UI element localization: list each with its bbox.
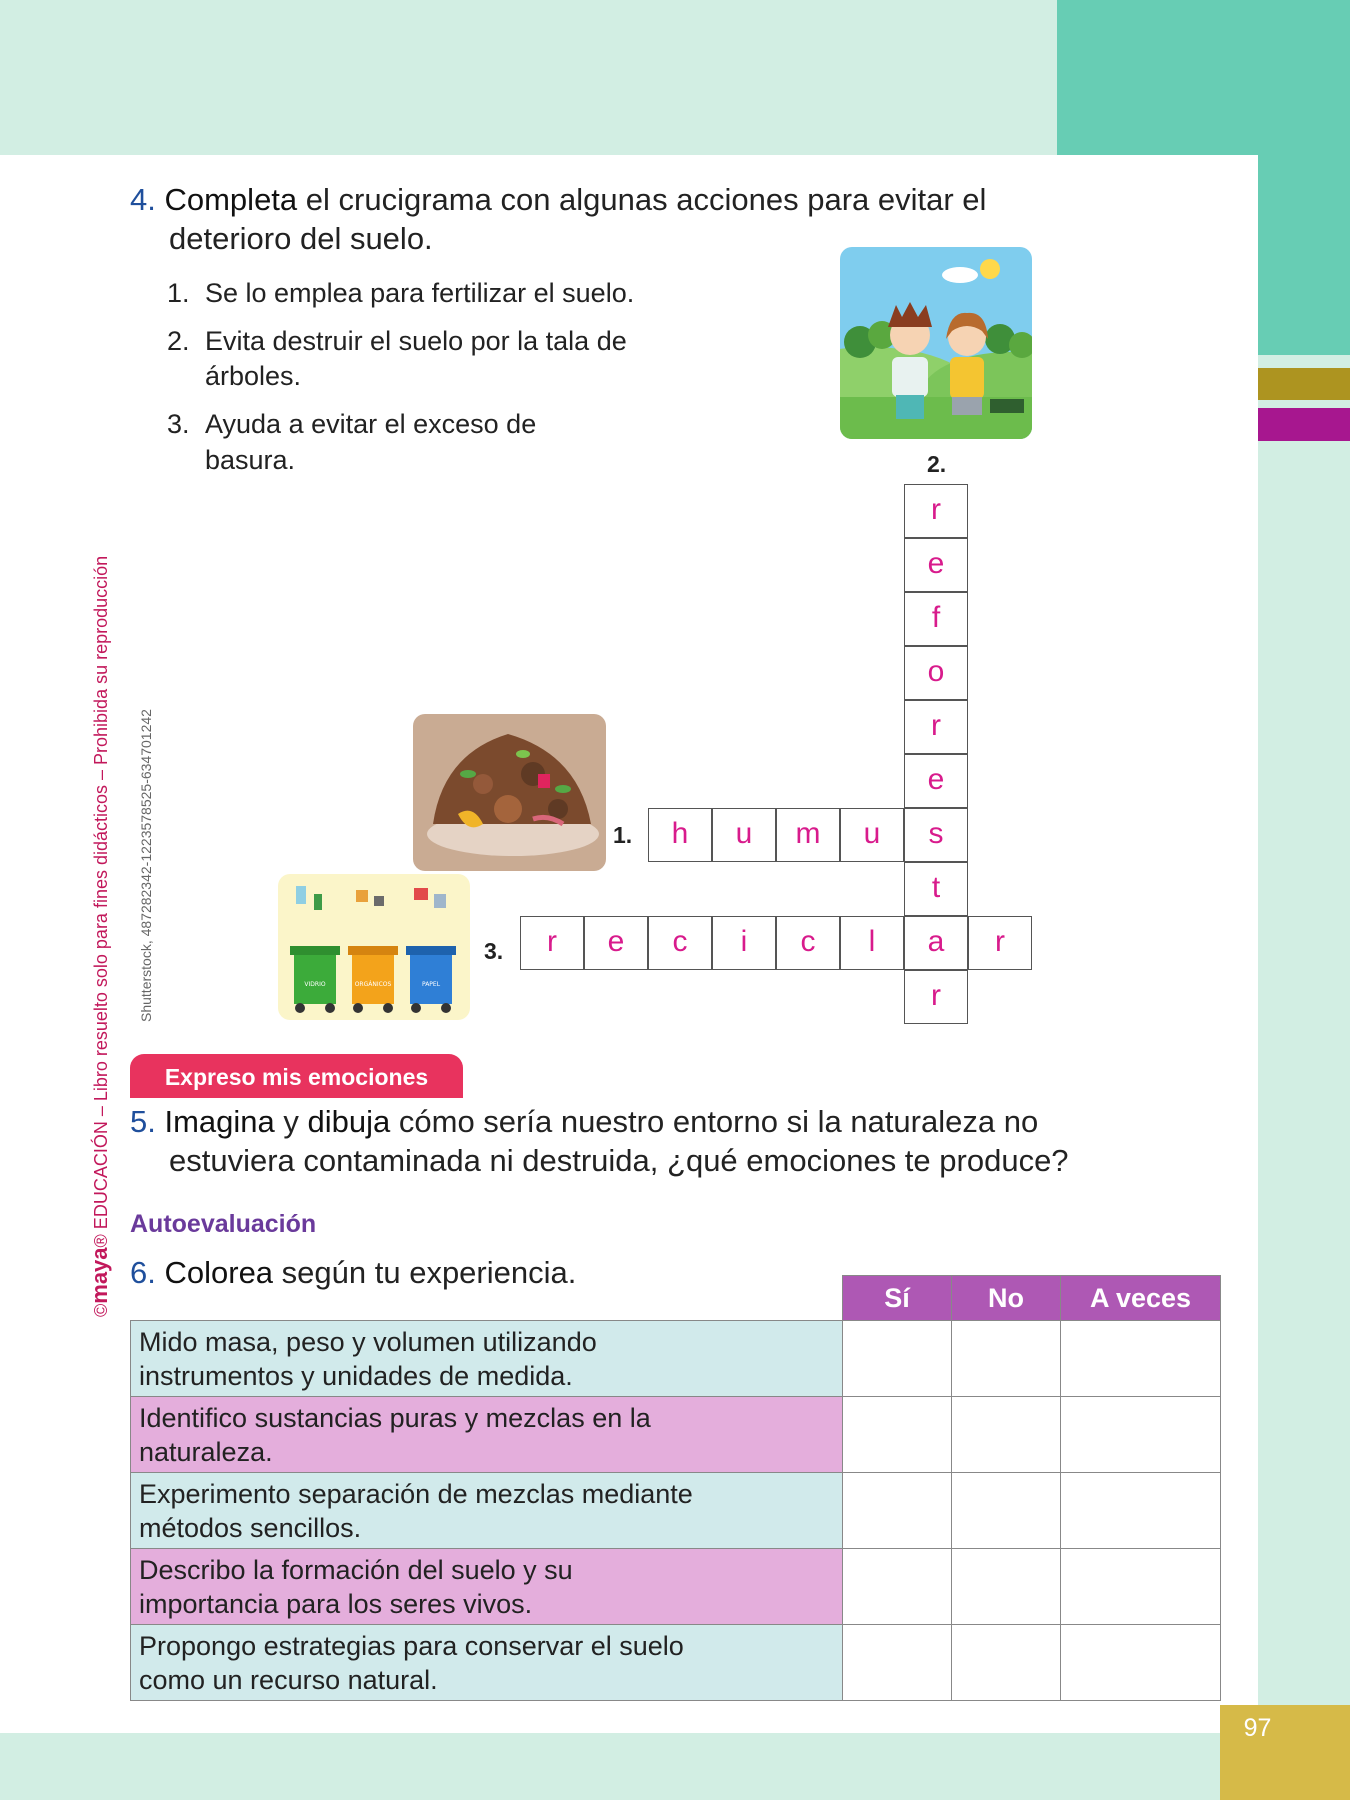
- table-header-row: [131, 1276, 1221, 1321]
- recycling-bins-image: [278, 874, 470, 1020]
- crossword-cell-2-8[interactable]: t: [904, 862, 968, 916]
- crossword-cell-2-4[interactable]: o: [904, 646, 968, 700]
- bin-label-vidrio: VIDRIO: [304, 981, 326, 988]
- side-credit-text: ® EDUCACIÓN – Libro resuelto solo para fines didácticos – Prohibida su reproducción: [91, 555, 111, 1248]
- header-a-veces: A veces: [1061, 1276, 1221, 1321]
- crossword-cell-1-1[interactable]: h: [648, 808, 712, 862]
- answer-cell-si[interactable]: [843, 1397, 952, 1473]
- answer-cell-no[interactable]: [952, 1321, 1061, 1397]
- crossword-cell-2-5[interactable]: r: [904, 700, 968, 754]
- answer-cell-no[interactable]: [952, 1397, 1061, 1473]
- table-row: [131, 1321, 1221, 1397]
- criterion-text: [131, 1549, 843, 1625]
- table-row: [131, 1473, 1221, 1549]
- answer-cell-a-veces[interactable]: [1061, 1397, 1221, 1473]
- kids-planting-image: [840, 247, 1032, 439]
- crossword-cell-3-3[interactable]: c: [648, 916, 712, 970]
- question-5: [130, 1102, 1240, 1141]
- answer-cell-si[interactable]: [843, 1473, 952, 1549]
- answer-cell-no[interactable]: [952, 1549, 1061, 1625]
- criterion-line-2: métodos sencillos.: [139, 1512, 362, 1543]
- crossword-cell-3-1[interactable]: r: [520, 916, 584, 970]
- criterion-text: [131, 1473, 843, 1549]
- answer-cell-si[interactable]: [843, 1625, 952, 1701]
- clue-3: [167, 407, 536, 442]
- question-4-number: 4.: [130, 182, 156, 217]
- crossword-cell-2-10[interactable]: r: [904, 970, 968, 1024]
- crossword-cell-2-3[interactable]: f: [904, 592, 968, 646]
- crossword-cell-3-6[interactable]: l: [840, 916, 904, 970]
- crossword-cell-3-4[interactable]: i: [712, 916, 776, 970]
- clue-2-number: 2.: [167, 326, 190, 356]
- crossword-cell-2-9[interactable]: a: [904, 916, 968, 970]
- question-5-verb-1: Imagina: [164, 1104, 275, 1139]
- crossword-cell-1-2[interactable]: u: [712, 808, 776, 862]
- answer-cell-a-veces[interactable]: [1061, 1321, 1221, 1397]
- criterion-line-2: instrumentos y unidades de medida.: [139, 1360, 573, 1391]
- question-4-line2: deterioro del suelo.: [169, 221, 433, 256]
- clue-1-text: Se lo emplea para fertilizar el suelo.: [205, 278, 635, 308]
- self-evaluation-table: [130, 1275, 1221, 1701]
- bottom-band: [0, 1733, 1350, 1800]
- criterion-text: [131, 1625, 843, 1701]
- header-no: No: [952, 1276, 1061, 1321]
- answer-cell-si[interactable]: [843, 1321, 952, 1397]
- criterion-line-2: naturaleza.: [139, 1436, 273, 1467]
- compost-illustration: [413, 714, 606, 871]
- clue-3-text: Ayuda a evitar el exceso de: [205, 409, 537, 439]
- crossword-label-3: 3.: [484, 938, 504, 964]
- crossword-label-1: 1.: [613, 822, 633, 848]
- clue-2-line2: árboles.: [205, 361, 302, 391]
- question-4-verb: Completa: [164, 182, 298, 217]
- brand-logo: maya: [87, 1247, 112, 1304]
- clue-2: [167, 324, 627, 359]
- crossword-cell-2-7[interactable]: s: [904, 808, 968, 862]
- criterion-line-1: Experimento separación de mezclas mediante: [139, 1478, 693, 1509]
- clue-2-text: Evita destruir el suelo por la tala de: [205, 326, 627, 356]
- header-si: Sí: [843, 1276, 952, 1321]
- recycling-bins-illustration: [278, 874, 470, 1020]
- self-evaluation-heading: Autoevaluación: [130, 1210, 317, 1238]
- crossword-cell-3-right-1[interactable]: r: [968, 916, 1032, 970]
- crossword-cell-2-1[interactable]: r: [904, 484, 968, 538]
- clue-1-number: 1.: [167, 278, 190, 308]
- question-5-verb-2: dibuja: [307, 1104, 391, 1139]
- question-6-verb: Colorea: [164, 1255, 274, 1290]
- crossword-cell-3-2[interactable]: e: [584, 916, 648, 970]
- clue-1: [167, 276, 634, 311]
- crossword-cell-3-5[interactable]: c: [776, 916, 840, 970]
- gold-edge-stripe: [1258, 368, 1350, 400]
- question-5-text: cómo sería nuestro entorno si la naturaleza no: [390, 1104, 1039, 1139]
- question-5-connector: y: [274, 1104, 308, 1139]
- criterion-text: [131, 1321, 843, 1397]
- question-6-text: según tu experiencia.: [273, 1255, 577, 1290]
- copyright-symbol: ©: [91, 1303, 111, 1317]
- criterion-line-1: Mido masa, peso y volumen utilizando: [139, 1326, 597, 1357]
- answer-cell-a-veces[interactable]: [1061, 1625, 1221, 1701]
- criterion-line-1: Identifico sustancias puras y mezclas en la: [139, 1402, 651, 1433]
- table-row: [131, 1397, 1221, 1473]
- crossword-label-2: 2.: [927, 451, 947, 477]
- crossword-cell-1-3[interactable]: m: [776, 808, 840, 862]
- answer-cell-si[interactable]: [843, 1549, 952, 1625]
- clue-3-line2: basura.: [205, 445, 296, 475]
- criterion-text: [131, 1397, 843, 1473]
- table-row: [131, 1625, 1221, 1701]
- bin-label-organicos: ORGÁNICOS: [354, 981, 392, 988]
- kids-planting-illustration: [840, 247, 1032, 439]
- question-6-number: 6.: [130, 1255, 156, 1290]
- question-5-line2: estuviera contaminada ni destruida, ¿qué emociones te produce?: [169, 1143, 1069, 1178]
- photo-credit: Shutterstock, 487282342-1223578525-634701242: [138, 709, 154, 1022]
- page-number: 97: [1243, 1714, 1272, 1742]
- question-4-text: el crucigrama con algunas acciones para evitar el: [297, 182, 987, 217]
- answer-cell-no[interactable]: [952, 1473, 1061, 1549]
- emotions-banner: Expreso mis emociones: [130, 1054, 463, 1098]
- crossword-cell-1-4[interactable]: u: [840, 808, 904, 862]
- question-5-number: 5.: [130, 1104, 156, 1139]
- bin-label-papel: PAPEL: [421, 981, 441, 988]
- table-row: [131, 1549, 1221, 1625]
- table-body: [131, 1321, 1221, 1701]
- crossword-cell-2-6[interactable]: e: [904, 754, 968, 808]
- magenta-edge-stripe: [1258, 408, 1350, 441]
- criterion-line-2: como un recurso natural.: [139, 1664, 438, 1695]
- criterion-line-2: importancia para los seres vivos.: [139, 1588, 533, 1619]
- criterion-line-1: Propongo estrategias para conservar el suelo: [139, 1630, 684, 1661]
- compost-image: [413, 714, 606, 871]
- clue-3-number: 3.: [167, 409, 190, 439]
- question-4: [130, 180, 1130, 219]
- side-copyright-credit: [88, 556, 113, 1317]
- answer-cell-a-veces[interactable]: [1061, 1549, 1221, 1625]
- criterion-line-1: Describo la formación del suelo y su: [139, 1554, 573, 1585]
- answer-cell-no[interactable]: [952, 1625, 1061, 1701]
- answer-cell-a-veces[interactable]: [1061, 1473, 1221, 1549]
- table-header-blank: [131, 1276, 843, 1321]
- crossword-cell-2-2[interactable]: e: [904, 538, 968, 592]
